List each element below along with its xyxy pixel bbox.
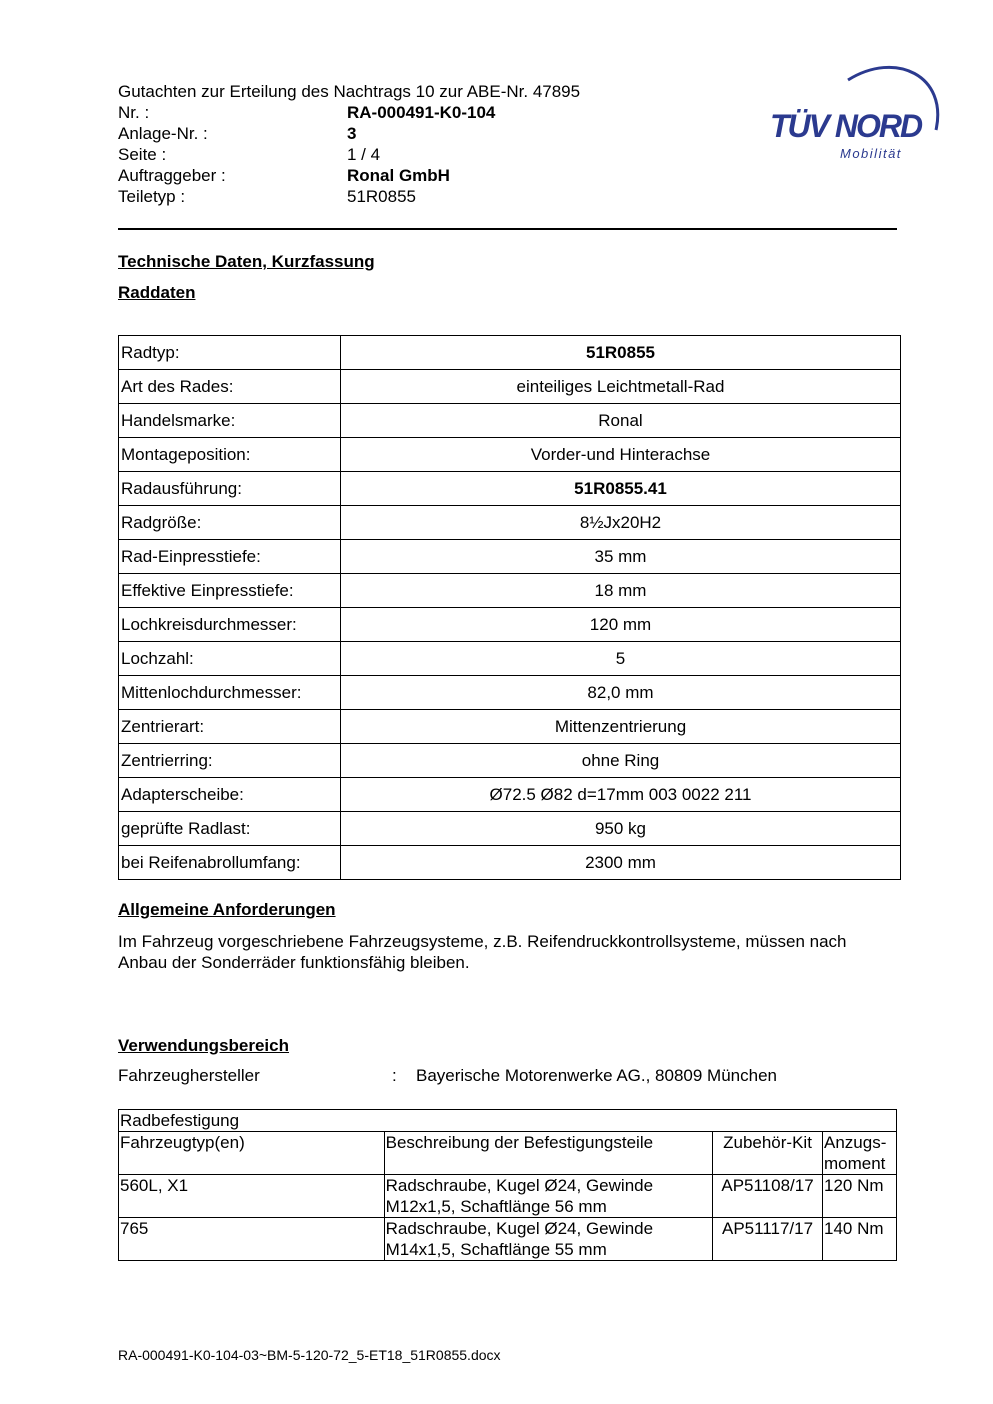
radbefestigung-row <box>119 1175 897 1218</box>
tuv-nord-logo <box>766 58 946 168</box>
header-row <box>118 186 580 207</box>
radbefestigung-row-cell: AP51117/17 <box>713 1218 823 1261</box>
radbefestigung-row-cell: AP51108/17 <box>713 1175 823 1218</box>
header-label: Auftraggeber : <box>118 166 226 185</box>
raddaten-value: Mittenzentrierung <box>341 710 901 744</box>
raddaten-value: 51R0855.41 <box>341 472 901 506</box>
radbefestigung-row-cell: 140 Nm <box>823 1218 897 1261</box>
logo-sub: Mobilität <box>840 146 902 161</box>
raddaten-label: Radtyp: <box>119 336 341 370</box>
raddaten-row <box>119 642 901 676</box>
raddaten-row <box>119 812 901 846</box>
raddaten-row <box>119 540 901 574</box>
radbefestigung-row-cell: 560L, X1 <box>119 1175 385 1218</box>
raddaten-label: Radausführung: <box>119 472 341 506</box>
raddaten-label: bei Reifenabrollumfang: <box>119 846 341 880</box>
radbefestigung-title-row <box>119 1110 897 1132</box>
raddaten-value: 2300 mm <box>341 846 901 880</box>
section-raddaten: Raddaten <box>118 283 196 302</box>
header-rows <box>118 102 580 207</box>
header-row <box>118 165 580 186</box>
section-verwendungsbereich: Verwendungsbereich <box>118 1036 289 1055</box>
header-divider <box>118 228 897 230</box>
raddaten-row <box>119 744 901 778</box>
header-label: Seite : <box>118 145 167 164</box>
raddaten-row <box>119 336 901 370</box>
header-label: Teiletyp : <box>118 187 186 206</box>
raddaten-row <box>119 438 901 472</box>
raddaten-label: Radgröße: <box>119 506 341 540</box>
header-value: Ronal GmbH <box>347 166 450 185</box>
hersteller-value: Bayerische Motorenwerke AG., 80809 München <box>416 1066 777 1085</box>
raddaten-label: Lochkreisdurchmesser: <box>119 608 341 642</box>
raddaten-value: 51R0855 <box>341 336 901 370</box>
raddaten-row <box>119 574 901 608</box>
header-row <box>118 102 580 123</box>
raddaten-value: Ø72.5 Ø82 d=17mm 003 0022 211 <box>341 778 901 812</box>
radbefestigung-row-cell: Radschraube, Kugel Ø24, Gewinde M12x1,5, Schaftlänge 56 mm <box>384 1175 712 1218</box>
raddaten-table <box>118 335 901 880</box>
radbefestigung-header-row-cell: Zubehör-Kit <box>713 1132 823 1175</box>
section-technische-daten: Technische Daten, Kurzfassung <box>118 252 375 271</box>
raddaten-label: Zentrierring: <box>119 744 341 778</box>
hersteller-sep: : <box>392 1066 397 1085</box>
radbefestigung-row-cell: 120 Nm <box>823 1175 897 1218</box>
raddaten-value: 5 <box>341 642 901 676</box>
header-value: 51R0855 <box>347 187 417 206</box>
raddaten-value: 82,0 mm <box>341 676 901 710</box>
raddaten-label: Adapterscheibe: <box>119 778 341 812</box>
radbefestigung-row <box>119 1218 897 1261</box>
raddaten-row <box>119 846 901 880</box>
hersteller-label: Fahrzeughersteller <box>118 1066 260 1085</box>
radbefestigung-header-row-cell: Beschreibung der Befestigungsteile <box>384 1132 712 1175</box>
raddaten-row <box>119 778 901 812</box>
raddaten-label: Rad-Einpresstiefe: <box>119 540 341 574</box>
radbefestigung-row-cell: 765 <box>119 1218 385 1261</box>
raddaten-row <box>119 506 901 540</box>
raddaten-value: Ronal <box>341 404 901 438</box>
footer-filename: RA-000491-K0-104-03~BM-5-120-72_5-ET18_51R0855.docx <box>118 1347 501 1363</box>
raddaten-row <box>119 676 901 710</box>
header-value: RA-000491-K0-104 <box>347 103 496 122</box>
raddaten-label: Lochzahl: <box>119 642 341 676</box>
header-title: Gutachten zur Erteilung des Nachtrags 10 zur ABE-Nr. 47895 <box>118 82 581 101</box>
radbefestigung-row-cell: Radschraube, Kugel Ø24, Gewinde M14x1,5, Schaftlänge 55 mm <box>384 1218 712 1261</box>
raddaten-row <box>119 370 901 404</box>
logo-brand: TÜV NORD <box>770 108 922 144</box>
raddaten-value: ohne Ring <box>341 744 901 778</box>
raddaten-value: 35 mm <box>341 540 901 574</box>
header-value: 3 <box>347 124 357 143</box>
header-row <box>118 123 580 144</box>
allgemein-text: Im Fahrzeug vorgeschriebene Fahrzeugsysteme, z.B. Reifendruckkontrollsysteme, müssen nach Anbau der Sonderräder funktionsfähig bleiben. <box>118 932 847 972</box>
raddaten-value: 8½Jx20H2 <box>341 506 901 540</box>
header-label: Nr. : <box>118 103 150 122</box>
raddaten-label: Zentrierart: <box>119 710 341 744</box>
raddaten-value: einteiliges Leichtmetall-Rad <box>341 370 901 404</box>
radbefestigung-header-row <box>119 1132 897 1175</box>
raddaten-row <box>119 404 901 438</box>
raddaten-value: 120 mm <box>341 608 901 642</box>
header-label: Anlage-Nr. : <box>118 124 208 143</box>
raddaten-value: 18 mm <box>341 574 901 608</box>
radbefestigung-table <box>118 1109 897 1261</box>
raddaten-row <box>119 472 901 506</box>
raddaten-label: geprüfte Radlast: <box>119 812 341 846</box>
raddaten-label: Art des Rades: <box>119 370 341 404</box>
radbefestigung-header-row-cell: Anzugs-moment <box>823 1132 897 1175</box>
raddaten-row <box>119 608 901 642</box>
raddaten-label: Montageposition: <box>119 438 341 472</box>
hersteller-row <box>118 1066 777 1086</box>
radbefestigung-title: Radbefestigung <box>119 1110 897 1132</box>
document-header <box>118 81 580 207</box>
section-allgemeine-anforderungen: Allgemeine Anforderungen <box>118 900 336 919</box>
raddaten-value: Vorder-und Hinterachse <box>341 438 901 472</box>
header-row <box>118 144 580 165</box>
raddaten-label: Handelsmarke: <box>119 404 341 438</box>
raddaten-label: Effektive Einpresstiefe: <box>119 574 341 608</box>
raddaten-value: 950 kg <box>341 812 901 846</box>
header-value: 1 / 4 <box>347 145 381 164</box>
raddaten-label: Mittenlochdurchmesser: <box>119 676 341 710</box>
raddaten-row <box>119 710 901 744</box>
radbefestigung-header-row-cell: Fahrzeugtyp(en) <box>119 1132 385 1175</box>
